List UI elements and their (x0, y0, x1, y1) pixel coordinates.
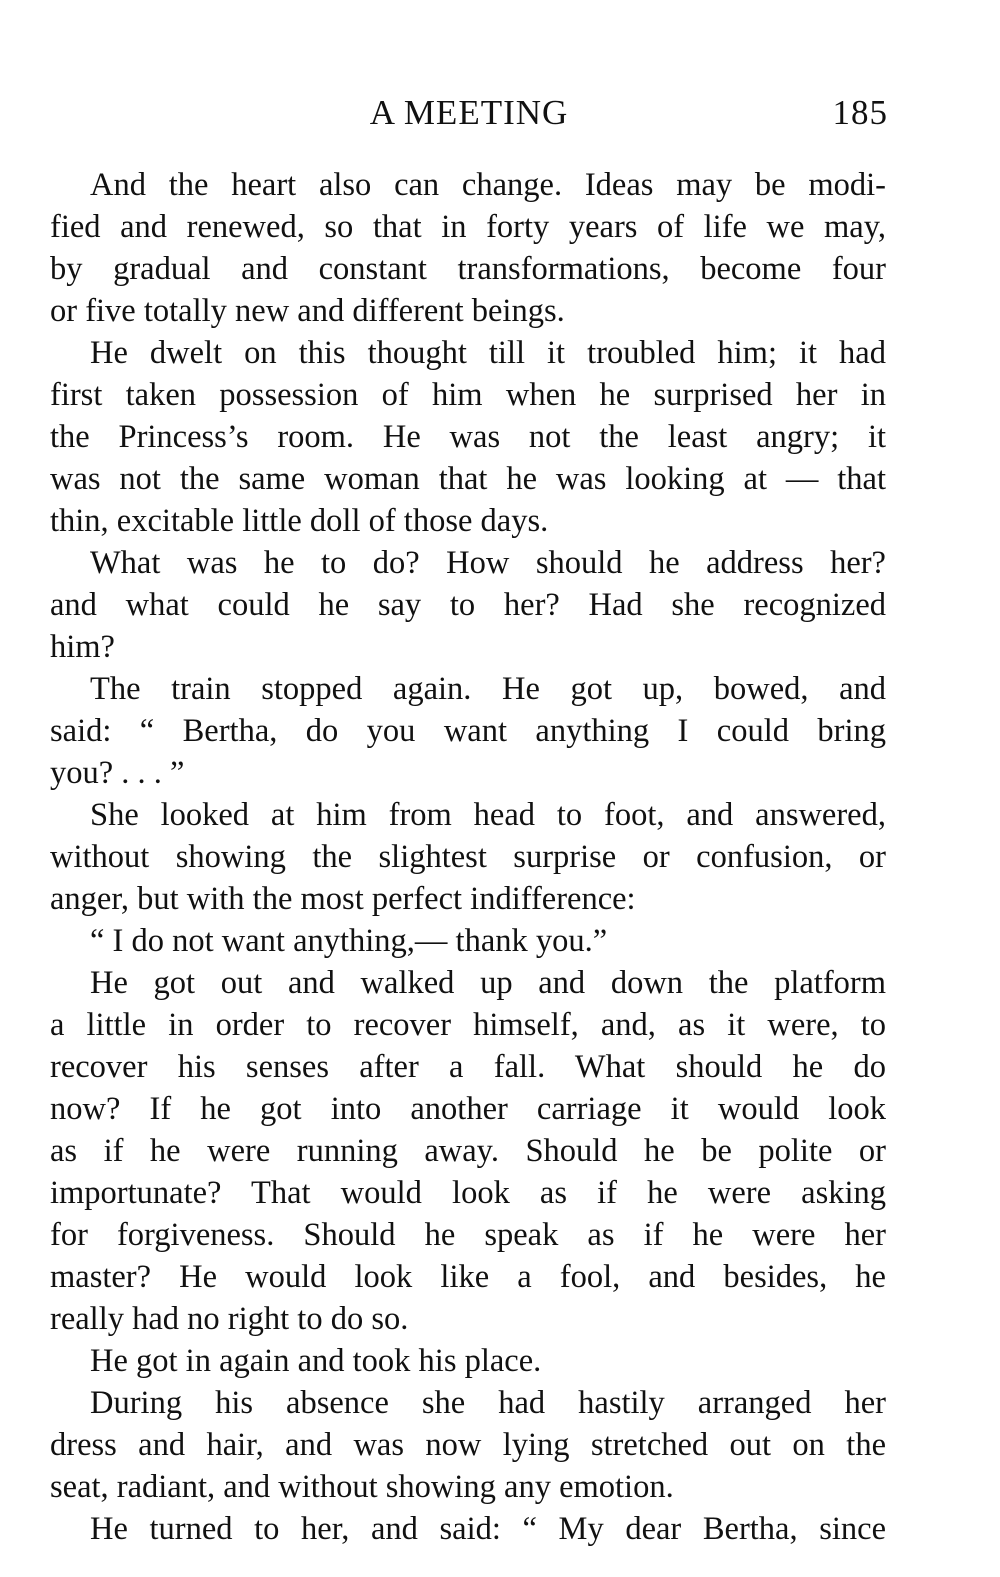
page-number: 185 (832, 93, 888, 132)
text-line: master? He would look like a fool, and besides, he (50, 1259, 886, 1295)
text-line: fied and renewed, so that in forty years of life we may, (50, 209, 886, 245)
text-line: and what could he say to her? Had she recognized (50, 587, 886, 623)
text-line: She looked at him from head to foot, and answered, (90, 797, 886, 833)
text-line: He dwelt on this thought till it troubled him; it had (90, 335, 886, 371)
text-line: first taken possession of him when he surprised her in (50, 377, 886, 413)
text-line: importunate? That would look as if he were asking (50, 1175, 886, 1211)
text-line: said: “ Bertha, do you want anything I could bring (50, 713, 886, 749)
text-line: recover his senses after a fall. What should he do (50, 1049, 886, 1085)
text-line: was not the same woman that he was looking at — that (50, 461, 886, 497)
text-line: He got out and walked up and down the platform (90, 965, 886, 1001)
text-line: The train stopped again. He got up, bowed, and (90, 671, 886, 707)
text-line: for forgiveness. Should he speak as if he were her (50, 1217, 886, 1253)
text-line: as if he were running away. Should he be polite or (50, 1133, 886, 1169)
text-line: a little in order to recover himself, and, as it were, to (50, 1007, 886, 1043)
text-line: dress and hair, and was now lying stretched out on the (50, 1427, 886, 1463)
text-line: What was he to do? How should he address her? (90, 545, 886, 581)
page-header (50, 88, 888, 138)
text-line: really had no right to do so. (50, 1301, 409, 1337)
running-head: A MEETING (369, 93, 569, 132)
text-line: thin, excitable little doll of those days. (50, 503, 549, 539)
text-line: without showing the slightest surprise or confusion, or (50, 839, 886, 875)
text-line: him? (50, 629, 115, 665)
text-line: seat, radiant, and without showing any emotion. (50, 1469, 674, 1505)
text-line: the Princess’s room. He was not the least angry; it (50, 419, 886, 455)
body-text (50, 164, 886, 1550)
text-line: “ I do not want anything,— thank you.” (90, 923, 608, 959)
text-line: And the heart also can change. Ideas may be modi- (90, 167, 886, 203)
text-line: He turned to her, and said: “ My dear Bertha, since (90, 1511, 886, 1547)
text-line: now? If he got into another carriage it would look (50, 1091, 886, 1127)
text-line: you? . . . ” (50, 755, 185, 791)
text-line: He got in again and took his place. (90, 1343, 542, 1379)
text-line: anger, but with the most perfect indifference: (50, 881, 636, 917)
text-line: or five totally new and different beings. (50, 293, 565, 329)
text-line: During his absence she had hastily arranged her (90, 1385, 886, 1421)
text-line: by gradual and constant transformations, become four (50, 251, 886, 287)
